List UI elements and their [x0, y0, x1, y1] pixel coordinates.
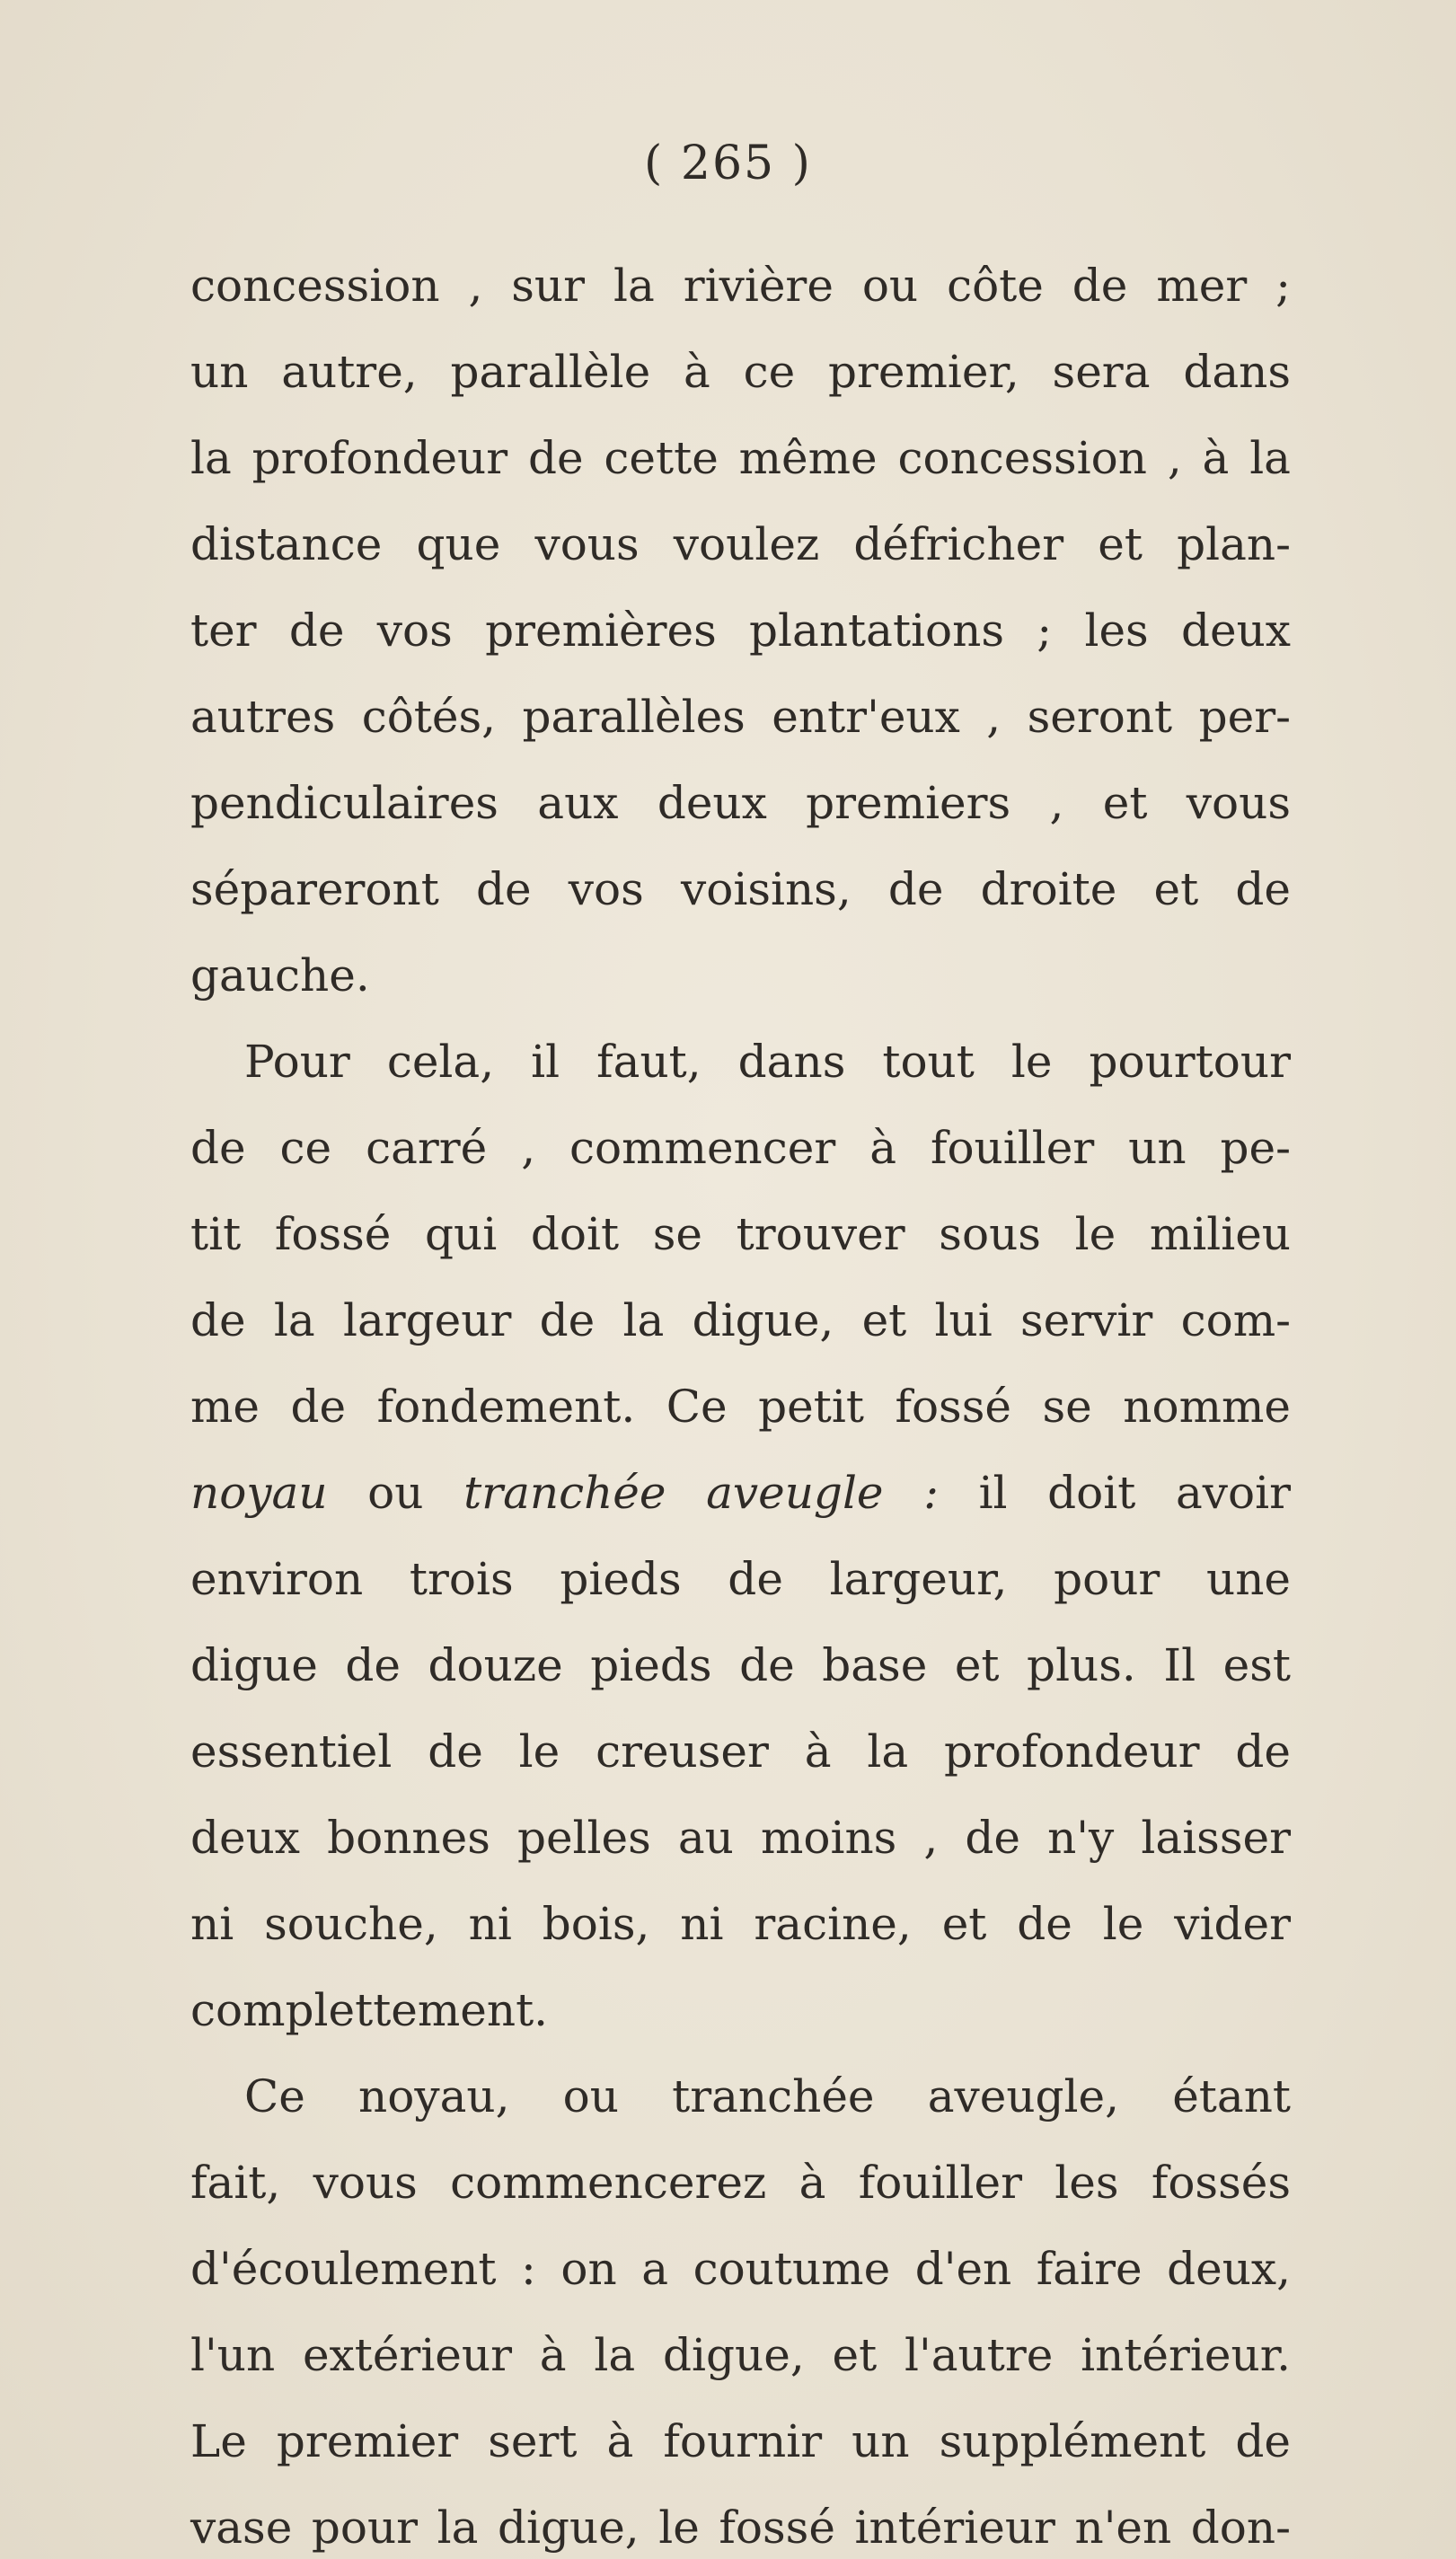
line-mid: ou	[327, 1467, 464, 1519]
text-line: ter de vos premières plantations ; les deux	[190, 604, 1291, 657]
text-line: de ce carré , commencer à fouiller un pe-	[190, 1122, 1291, 1174]
body-text	[190, 243, 1291, 2559]
text-line: complettement.	[190, 1984, 549, 2036]
text-line: gauche.	[190, 949, 370, 1002]
text-line: distance que vous voulez défricher et plan-	[190, 518, 1291, 570]
text-line: ni souche, ni bois, ni racine, et de le vider	[190, 1898, 1291, 1950]
text-line: concession , sur la rivière ou côte de mer ;	[190, 260, 1291, 312]
text-line: l'un extérieur à la digue, et l'autre intérieur.	[190, 2329, 1291, 2381]
text-line: essentiel de le creuser à la profondeur de	[190, 1725, 1291, 1778]
text-line: la profondeur de cette même concession , à la	[190, 432, 1291, 484]
line-suffix: il doit avoir	[938, 1467, 1291, 1519]
text-line: autres côtés, parallèles entr'eux , seront per-	[190, 691, 1291, 743]
text-line-with-italics	[190, 1450, 1291, 1536]
text-line: fait, vous commencerez à fouiller les fossés	[190, 2157, 1291, 2209]
text-line: Pour cela, il faut, dans tout le pourtour	[244, 1036, 1291, 1088]
text-line: sépareront de vos voisins, de droite et de	[190, 863, 1291, 915]
text-line: vase pour la digue, le fossé intérieur n'en don-	[190, 2502, 1291, 2554]
text-line: Le premier sert à fournir un supplément de	[190, 2415, 1291, 2467]
text-line: deux bonnes pelles au moins , de n'y laisser	[190, 1812, 1291, 1864]
text-line: un autre, parallèle à ce premier, sera dans	[190, 346, 1291, 398]
text-line: Ce noyau, ou tranchée aveugle, étant	[244, 2070, 1291, 2122]
text-line: d'écoulement : on a coutume d'en faire deux,	[190, 2243, 1291, 2295]
text-line: me de fondement. Ce petit fossé se nomme	[190, 1381, 1291, 1433]
text-line: tit fossé qui doit se trouver sous le milieu	[190, 1208, 1291, 1260]
page-number: ( 265 )	[644, 137, 812, 190]
text-line: pendiculaires aux deux premiers , et vous	[190, 777, 1291, 829]
italic-term-tranchee-aveugle: tranchée aveugle :	[463, 1467, 939, 1519]
text-line: environ trois pieds de largeur, pour une	[190, 1553, 1291, 1605]
text-line: digue de douze pieds de base et plus. Il est	[190, 1639, 1291, 1691]
text-line: de la largeur de la digue, et lui servir com-	[190, 1294, 1291, 1346]
italic-term-noyau: noyau	[190, 1467, 328, 1519]
